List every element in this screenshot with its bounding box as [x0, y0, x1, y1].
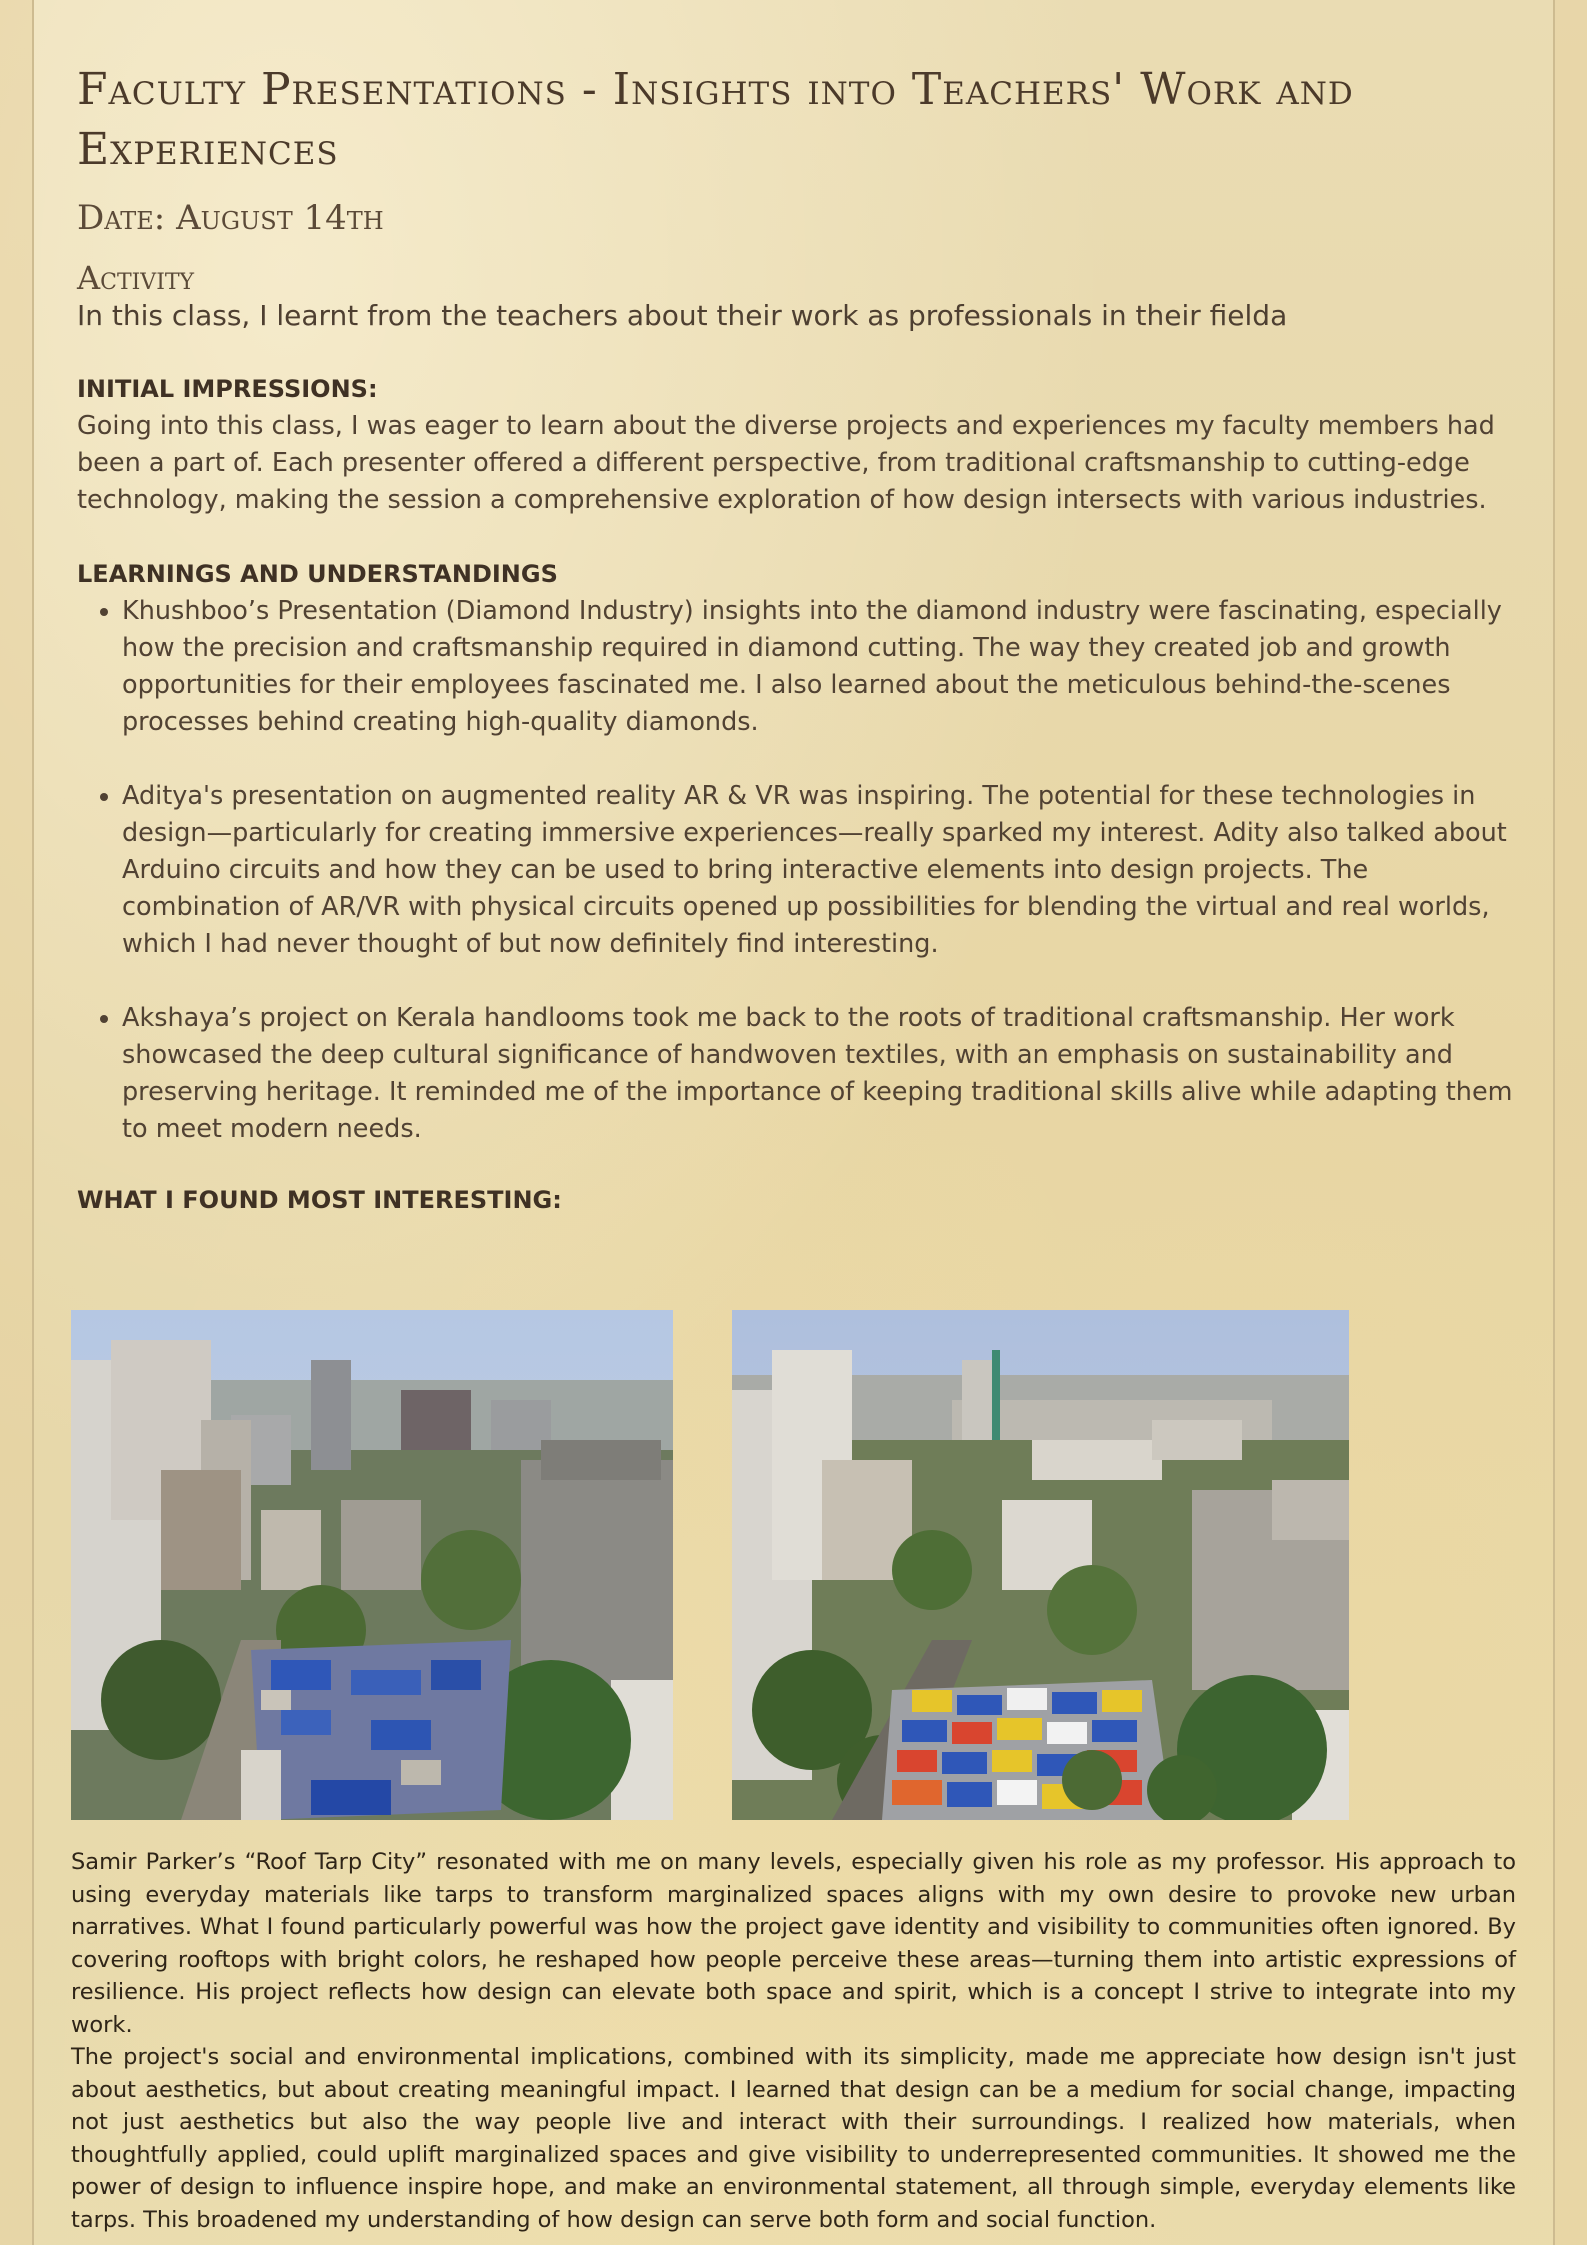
activity-text: In this class, I learnt from the teachers about their work as professionals in their fielda	[77, 299, 1288, 332]
document-content	[77, 60, 1520, 1215]
learning-item-aditya: • Aditya's presentation on augmented reality AR & VR was inspiring. The potential for these technologies in design—particularly for creating immersive experiences—really sparked my interest. Adity also talked about Arduino circuits and how they can be used to bring interactive elements into design projects. The combination of AR/VR with physical circuits opened up possibilities for blending the virtual and real worlds, which I had never thought of but now definitely find interesting.	[122, 778, 1520, 963]
roof-tarp-photo-2	[732, 1310, 1349, 1820]
learnings-heading: LEARNINGS AND UNDERSTANDINGS	[77, 560, 558, 588]
left-margin-band	[0, 0, 34, 2245]
right-margin-band	[1553, 0, 1587, 2245]
learning-item-khushboo: • Khushboo’s Presentation (Diamond Industry) insights into the diamond industry were fascinating, especially how the precision and craftsmanship required in diamond cutting. The way they created job and growth opportunities for their employees fascinated me. I also learned about the meticulous behind-the-scenes processes behind creating high-quality diamonds.	[122, 593, 1520, 741]
activity-heading: Activity	[77, 259, 195, 297]
learnings-list	[77, 593, 1520, 1148]
reflection-paragraph-2: The project's social and environmental implications, combined with its simplicity, made me appreciate how design isn't just about aesthetics, but about creating meaningful impact. I learned that design can be a medium for social change, impacting not just aesthetics but also the way people live and interact with their surroundings. I realized how materials, when thoughtfully applied, could uplift marginalized spaces and give visibility to underrepresented communities. It showed me the power of design to influence inspire hope, and make an environmental statement, all through simple, everyday elements like tarps. This broadened my understanding of how design can serve both form and social function.	[71, 2044, 1516, 2233]
learning-item-akshaya: • Akshaya’s project on Kerala handlooms took me back to the roots of traditional craftsmanship. Her work showcased the deep cultural significance of handwoven textiles, with an emphasis on sustainability and preserving heritage. It reminded me of the importance of keeping traditional skills alive while adapting them to meet modern needs.	[122, 1000, 1520, 1148]
page-title: Faculty Presentations - Insights into Teachers' Work and Experiences	[77, 64, 1354, 175]
reflection-paragraph-1: Samir Parker’s “Roof Tarp City” resonated with me on many levels, especially given his role as my professor. His approach to using everyday materials like tarps to transform marginalized spaces aligns with my own desire to provoke new urban narratives. What I found particularly powerful was how the project gave identity and visibility to communities often ignored. By covering rooftops with bright colors, he reshaped how people perceive these areas—turning them into artistic expressions of resilience. His project reflects how design can elevate both space and spirit, which is a concept I strive to integrate into my work.	[71, 1849, 1516, 2038]
roof-tarp-photo-1	[71, 1310, 673, 1820]
photo-row	[71, 1310, 1351, 1820]
roof-tarp-reflection	[71, 1846, 1516, 2236]
initial-impressions-text: Going into this class, I was eager to learn about the diverse projects and experiences my faculty members had been a part of. Each presenter offered a different perspective, from traditional craftsmanship to cutting-edge technology, making the session a comprehensive exploration of how design intersects with various industries.	[77, 411, 1495, 515]
initial-impressions-heading: INITIAL IMPRESSIONS:	[77, 375, 378, 403]
date-heading: Date: August 14th	[77, 198, 384, 238]
most-interesting-heading: WHAT I FOUND MOST INTERESTING:	[77, 1186, 562, 1214]
